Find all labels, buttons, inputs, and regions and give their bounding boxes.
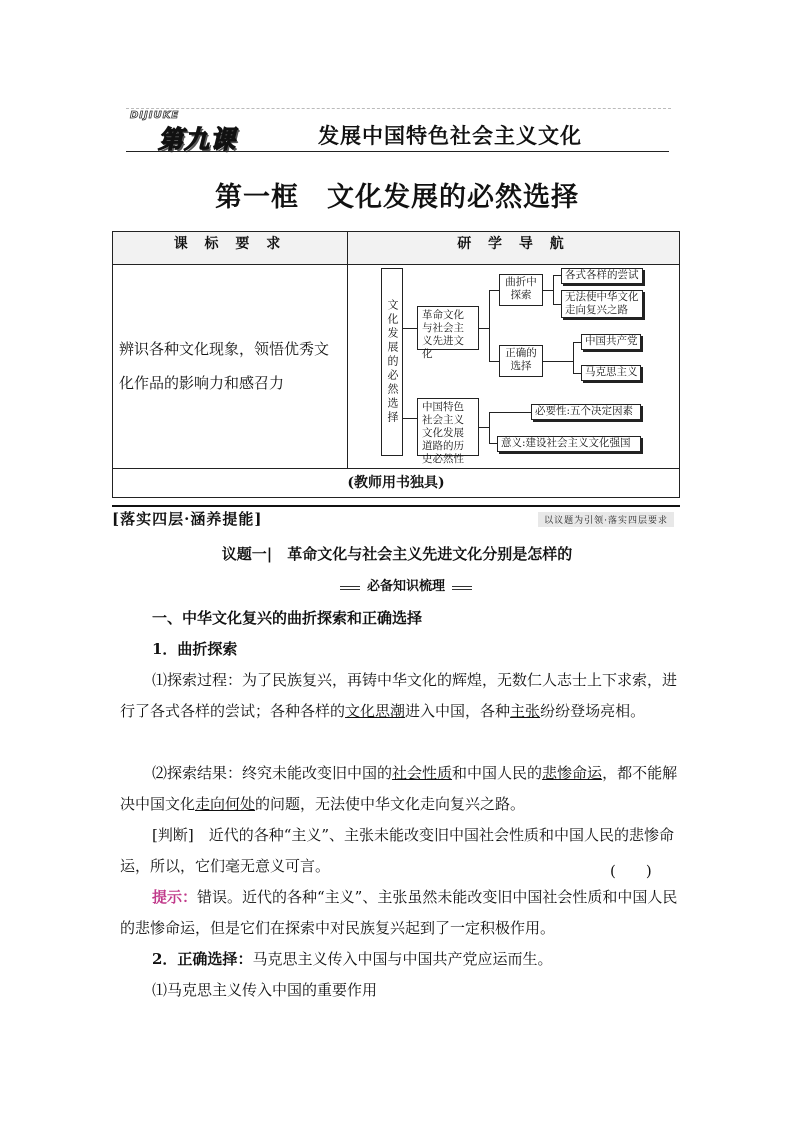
mindmap-branch2: 中国特色社会主义文化发展道路的历史必然性 — [417, 398, 479, 456]
heading-1-2: 2．正确选择：马克思主义传入中国与中国共产党应运而生。 — [152, 950, 553, 968]
mindmap-branch1: 革命文化与社会主义先进文化 — [417, 306, 479, 350]
mindmap-b1-sub1: 曲折中探索 — [499, 274, 543, 306]
topic-heading: 议题一| 革命文化与社会主义先进文化分别是怎样的 — [221, 545, 573, 563]
underlined-term: 悲惨命运 — [542, 764, 603, 782]
table-divider — [113, 264, 679, 265]
mindmap-b1-sub2-leaf1: 中国共产党 — [581, 334, 641, 350]
section-bar-subtitle: 以议题为引领·落实四层要求 — [538, 512, 674, 527]
underlined-term: 社会性质 — [392, 764, 453, 782]
mindmap-b1-sub1-leaf2: 无法使中华文化走向复兴之路 — [561, 290, 643, 318]
section-title: 第一框 文化发展的必然选择 — [215, 182, 579, 213]
knowledge-badge-label: 必备知识梳理 — [360, 578, 452, 596]
standards-table — [112, 231, 680, 498]
header-top-rule — [126, 108, 671, 109]
col-header-guide: 研 学 导 航 — [348, 232, 679, 264]
heading-1-1: 1．曲折探索 — [152, 640, 238, 658]
mindmap-b1-sub2-leaf2: 马克思主义 — [581, 365, 641, 381]
underlined-term: 主张 — [510, 702, 541, 720]
hint-text: 错误。近代的各种“主义”、主张虽然未能改变旧中国社会性质和中国人民的悲惨命运，但是它们在探索中对民族复兴起到了一定积极作用。 — [120, 888, 678, 937]
paragraph-2: ⑵探索结果：终究未能改变旧中国的社会性质和中国人民的悲惨命运，都不能解决中国文化走向何处的问题，无法使中华文化走向复兴之路。 — [120, 764, 678, 813]
knowledge-badge — [340, 578, 472, 596]
unit-label: 第九课 — [158, 125, 237, 154]
requirement-text: 辨识各种文化现象，领悟优秀文化作品的影响力和感召力 — [119, 340, 330, 392]
col-header-requirements: 课 标 要 求 — [113, 232, 347, 264]
hint-label: 提示： — [152, 888, 198, 906]
underlined-term: 走向何处 — [195, 795, 256, 813]
section-bar-title: [落实四层·涵养提能] — [112, 510, 263, 528]
mindmap-b2-leaf2: 意义:建设社会主义文化强国 — [497, 436, 641, 452]
paragraph-3: ⑴马克思主义传入中国的重要作用 — [152, 981, 378, 999]
judge-question — [120, 820, 680, 882]
teacher-note: (教师用书独具) — [347, 475, 445, 491]
mindmap-root: 文化发展的必然选择 — [381, 268, 403, 456]
mindmap-b1-sub1-leaf1: 各式各样的尝试 — [561, 268, 643, 284]
lesson-title: 发展中国特色社会主义文化 — [318, 123, 582, 148]
section-bar — [112, 505, 680, 529]
mindmap-b2-leaf1: 必要性:五个决定因素 — [531, 404, 641, 420]
heading-1: 一、中华文化复兴的曲折探索和正确选择 — [152, 609, 423, 627]
unit-label-en: DIJIUKE — [130, 110, 180, 121]
judge-text: 近代的各种“主义”、主张未能改变旧中国社会性质和中国人民的悲惨命运，所以，它们毫无意义可言。 — [120, 826, 675, 875]
answer-parentheses: ( ) — [610, 862, 652, 880]
mindmap-b1-sub2: 正确的选择 — [499, 345, 543, 377]
paragraph-1: ⑴探索过程：为了民族复兴，再铸中华文化的辉煌，无数仁人志士上下求索，进行了各式各样的尝试；各种各样的文化思潮进入中国，各种主张纷纷登场亮相。 — [120, 671, 678, 720]
table-col-divider — [347, 232, 348, 468]
underlined-term: 文化思潮 — [345, 702, 406, 720]
header-rule — [126, 151, 669, 152]
hint-paragraph — [120, 882, 680, 944]
judge-label: [判断] — [152, 826, 194, 844]
